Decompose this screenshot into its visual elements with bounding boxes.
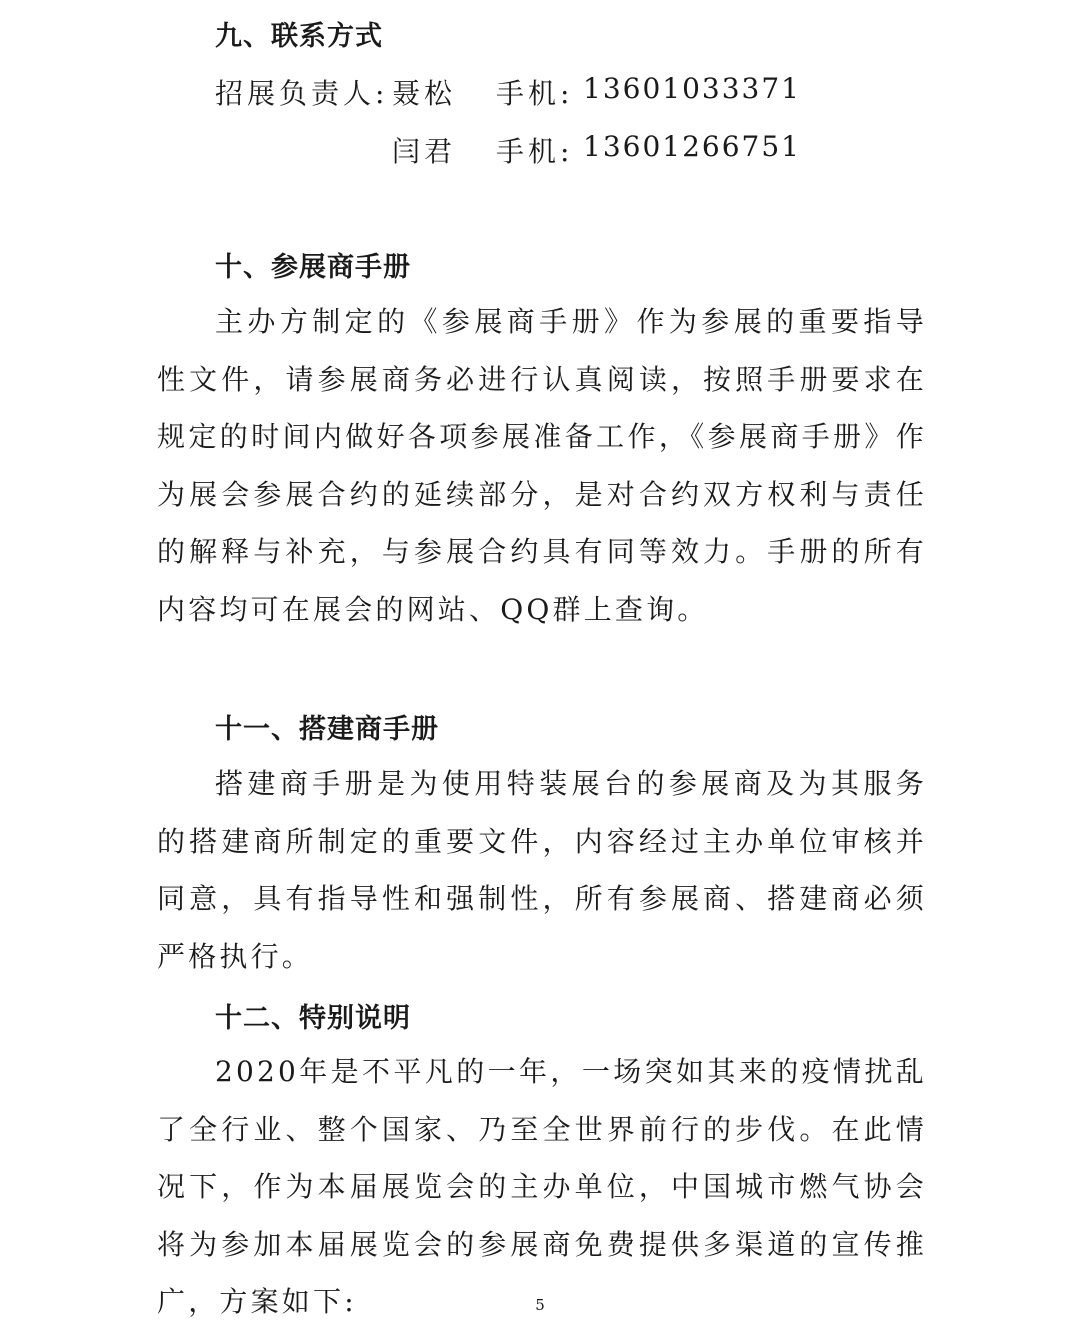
- contact-label: 招展负责人:: [215, 77, 389, 110]
- contact-phone-2: 13601266751: [583, 130, 801, 163]
- contact-name-2: 闫君: [392, 135, 457, 168]
- section-11-body: 搭建商手册是为使用特装展台的参展商及为其服务的搭建商所制定的重要文件，内容经过主办单位审核并同意，具有指导性和强制性，所有参展商、搭建商必须严格执行。: [157, 767, 927, 973]
- contact-phone-label-2: 手机:: [496, 135, 574, 168]
- section-10-body: 主办方制定的《参展商手册》作为参展的重要指导性文件，请参展商务必进行认真阅读，按照手册要求在规定的时间内做好各项参展准备工作，《参展商手册》作为展会参展合约的延续部分，是对合约双方权利与责任的解释与补充，与参展合约具有同等效力。手册的所有内容均可在展会的网站、QQ群上查询。: [157, 305, 927, 626]
- contact-name-1: 聂松: [392, 77, 457, 110]
- section-10-title: 十、参展商手册: [215, 252, 411, 283]
- section-11-title: 十一、搭建商手册: [215, 714, 439, 745]
- section-9-title: 九、联系方式: [215, 21, 383, 52]
- contact-phone-1: 13601033371: [583, 72, 801, 105]
- contact-phone-label-1: 手机:: [496, 77, 574, 110]
- page-number: 5: [535, 1296, 545, 1314]
- section-12-body: 2020年是不平凡的一年，一场突如其来的疫情扰乱了全行业、整个国家、乃至全世界前行的步伐。在此情况下，作为本届展览会的主办单位，中国城市燃气协会将为参加本届展览会的参展商免费提供多渠道的宣传推广，方案如下:: [157, 1055, 927, 1318]
- section-12-title: 十二、特别说明: [215, 1003, 411, 1034]
